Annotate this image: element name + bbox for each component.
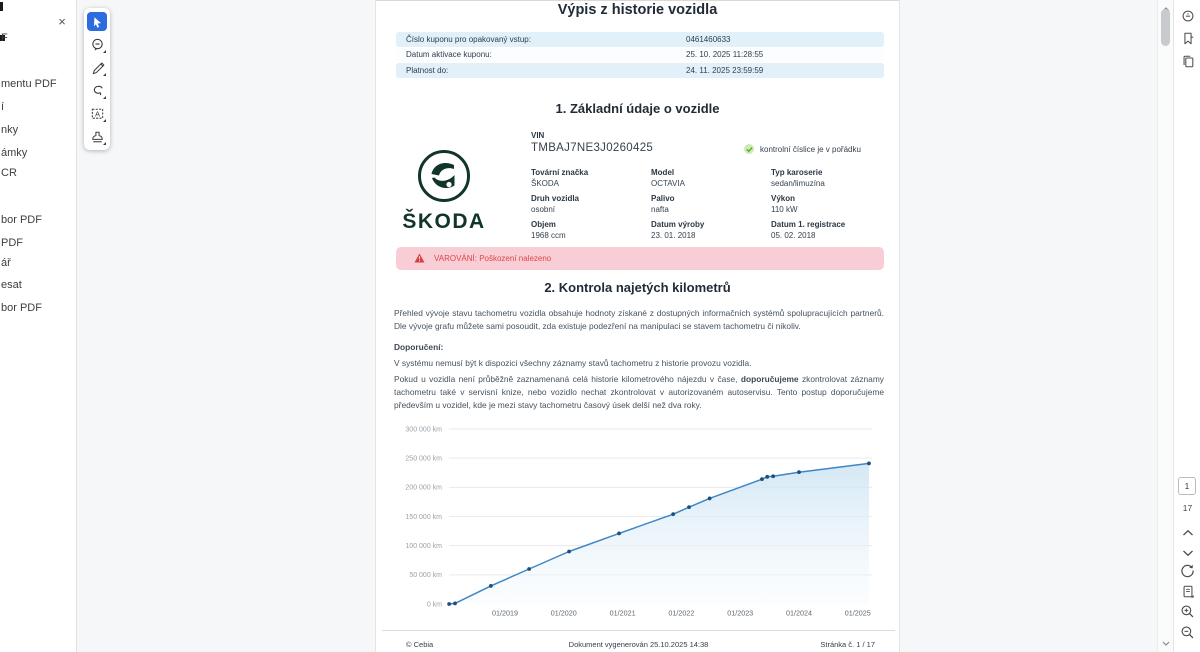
rotate-icon[interactable] [1179, 562, 1196, 579]
coupon-row [396, 48, 884, 63]
scrollbar-thumb[interactable] [1161, 9, 1170, 46]
coupon-row-label: Číslo kuponu pro opakovaný vstup: [406, 34, 531, 44]
vin-check [744, 144, 861, 154]
sidebar-menu-item-label: nky [1, 124, 19, 136]
vehicle-detail-value: 1968 ccm [531, 231, 566, 240]
vehicle-detail-value: 05. 02. 2018 [771, 231, 816, 240]
svg-text:01/2024: 01/2024 [786, 608, 812, 618]
vehicle-detail-label: Tovární značka [531, 168, 589, 177]
bookmark-icon[interactable] [1179, 30, 1196, 47]
warning-text: VAROVÁNÍ: Poškození nalezeno [434, 254, 552, 263]
p3-text: zkontrolovat záznamy tachometru také v servisní knize, nebo vozidlo nechat zkontrolovat v autorizovaném autoservisu. Tento postup doporučujeme především u vozidel, kde je mezi stavy tachometru časový úsek delší než dva roky. [394, 374, 884, 410]
vehicle-detail-label: Druh vozidla [531, 194, 580, 203]
skoda-logo [392, 148, 496, 234]
cursor-icon [90, 15, 104, 29]
svg-text:0 km: 0 km [426, 601, 442, 609]
svg-text:01/2022: 01/2022 [668, 608, 695, 618]
vehicle-detail [651, 220, 771, 241]
vin-check-text: kontrolní číslice je v pořádku [760, 144, 861, 154]
vehicle-detail [531, 194, 651, 215]
sidebar-menu-item[interactable] [1, 147, 27, 159]
vehicle-detail [651, 194, 771, 215]
vin-value: TMBAJ7NE3J0260425 [531, 142, 654, 154]
sidebar-menu-item[interactable] [1, 32, 8, 44]
vehicle-detail-value: sedan/limuzína [771, 179, 825, 188]
p3-bold-text: doporučujeme [740, 374, 799, 384]
vehicle-detail-value: 23. 01. 2018 [651, 231, 696, 240]
vehicle-detail [771, 194, 921, 215]
svg-text:01/2023: 01/2023 [727, 608, 754, 618]
document-canvas [78, 0, 1157, 652]
svg-text:01/2021: 01/2021 [609, 608, 636, 618]
vehicle-detail-label: Objem [531, 220, 556, 229]
vehicle-detail-value: nafta [651, 205, 669, 214]
svg-text:A: A [94, 109, 100, 119]
check-icon [744, 144, 754, 154]
vehicle-detail [531, 168, 651, 189]
section2-heading: 2. Kontrola najetých kilometrů [544, 280, 731, 295]
pdf-page [375, 0, 900, 652]
page-number-input[interactable] [1178, 477, 1196, 495]
tool-options-marker [103, 119, 106, 122]
select-tool-button[interactable] [87, 12, 107, 31]
vehicle-detail-label: Palivo [651, 194, 675, 203]
mileage-chart [398, 422, 880, 618]
vehicle-detail-label: Výkon [771, 194, 796, 203]
tool-options-marker [103, 50, 106, 53]
mileage-note-paragraph: V systému nemusí být k dispozici všechny záznamy stavů tachometru z historie provozu vozidla. [394, 358, 752, 368]
coupon-table [396, 32, 884, 79]
footer-page-number: Stránka č. 1 / 17 [820, 640, 875, 649]
sidebar-menu-item-label: F [1, 32, 8, 44]
sidebar-menu-item[interactable] [1, 237, 23, 249]
sidebar-menu-item-label: í [1, 101, 5, 113]
skoda-emblem-icon [416, 191, 472, 208]
svg-text:100 000 km: 100 000 km [405, 543, 442, 551]
left-sidebar [0, 0, 77, 652]
vehicle-detail-label: Datum výroby [651, 220, 705, 229]
right-toolbar [1173, 0, 1200, 652]
total-pages-label: 17 [1182, 503, 1193, 513]
p3-text: Pokud u vozidla není průběžně zaznamenaná celá historie kilometrového nájezdu v čase, [394, 374, 741, 384]
mileage-intro-paragraph: Přehled vývoje stavu tachometru vozidla obsahuje hodnoty získané z dostupných informačních systémů spolupracujících partnerů. Dle vývoje grafu můžete sami posoudit, zda existuje podezření na manipulaci se stavem tachometru či nikoliv. [394, 308, 884, 331]
sidebar-menu-item-label: bor PDF [1, 302, 42, 314]
clipped-ui-fragment [0, 2, 3, 11]
copy-pages-icon[interactable] [1179, 53, 1196, 70]
svg-text:250 000 km: 250 000 km [405, 455, 442, 463]
vehicle-detail-label: Typ karoserie [771, 168, 823, 177]
sidebar-menu-item[interactable] [1, 214, 42, 226]
coupon-row-value: 24. 11. 2025 23:59:59 [686, 65, 764, 75]
sidebar-menu-item-label: PDF [1, 237, 23, 249]
zoom-in-icon[interactable] [1179, 603, 1196, 620]
vehicle-detail-value: OCTAVIA [651, 179, 685, 188]
footer-generated: Dokument vygenerován 25.10.2025 14:38 [568, 640, 709, 649]
close-sidebar-button[interactable]: × [54, 14, 70, 30]
coupon-row-value: 25. 10. 2025 11:28:55 [686, 50, 764, 60]
sidebar-menu-item-label: mentu PDF [1, 78, 57, 90]
skoda-wordmark: ŠKODA [402, 210, 486, 233]
vehicle-details-grid [531, 168, 891, 241]
tool-options-marker [103, 73, 106, 76]
sidebar-menu-item[interactable] [1, 101, 4, 113]
stamp-tool-button[interactable] [87, 127, 107, 146]
footer-copyright: © Cebia [406, 640, 434, 649]
lasso-tool-button[interactable] [87, 81, 107, 100]
sidebar-menu-item-label: bor PDF [1, 214, 42, 226]
vin-block [531, 131, 653, 154]
vehicle-detail-value: 110 kW [771, 205, 798, 214]
vertical-scrollbar[interactable] [1157, 0, 1173, 652]
svg-text:300 000 km: 300 000 km [405, 426, 442, 434]
vehicle-detail-label: Datum 1. registrace [771, 220, 846, 229]
section1-heading: 1. Základní údaje o vozidle [555, 101, 720, 116]
svg-text:01/2025: 01/2025 [844, 608, 871, 618]
warning-triangle-icon [414, 250, 425, 268]
vin-label: VIN [531, 131, 545, 140]
sidebar-menu-item[interactable] [1, 257, 11, 269]
pen-tool-button[interactable] [87, 58, 107, 77]
coupon-row-value: 0461460633 [686, 34, 731, 44]
vehicle-detail-value: osobní [531, 205, 556, 214]
text-box-tool-button[interactable] [87, 104, 107, 123]
vehicle-detail [771, 220, 921, 241]
chevron-up-icon[interactable] [1179, 524, 1196, 541]
coupon-row [396, 63, 884, 78]
scroll-down-arrow[interactable] [1162, 634, 1170, 652]
coupon-row-label: Platnost do: [406, 65, 449, 75]
sidebar-menu-item[interactable] [1, 167, 17, 179]
svg-text:01/2020: 01/2020 [550, 608, 577, 618]
svg-text:50 000 km: 50 000 km [409, 572, 442, 580]
svg-text:01/2019: 01/2019 [492, 608, 518, 618]
sidebar-menu-item[interactable] [1, 124, 18, 136]
tool-options-marker [103, 142, 106, 145]
chevron-down-icon[interactable] [1179, 544, 1196, 561]
vehicle-detail [531, 220, 651, 241]
svg-text:150 000 km: 150 000 km [405, 513, 442, 521]
sidebar-menu-item[interactable] [1, 78, 57, 90]
feedback-icon[interactable] [1179, 7, 1196, 24]
mileage-recommendation-paragraph [394, 373, 884, 412]
comment-tool-button[interactable] [87, 35, 107, 54]
svg-text:200 000 km: 200 000 km [405, 484, 442, 492]
damage-warning-banner [396, 247, 884, 270]
vehicle-detail [651, 168, 771, 189]
annotation-toolbar [84, 8, 110, 150]
coupon-row-label: Datum aktivace kuponu: [406, 50, 492, 60]
sidebar-menu-item-label: CR [1, 167, 17, 179]
sidebar-menu-item[interactable] [1, 279, 22, 291]
zoom-out-icon[interactable] [1179, 624, 1196, 641]
sidebar-menu-item-label: ámky [1, 147, 28, 159]
recommendation-label: Doporučení: [394, 342, 444, 352]
sidebar-menu-item-label: esat [1, 279, 22, 291]
sidebar-menu-item[interactable] [1, 302, 42, 314]
page-properties-icon[interactable] [1179, 583, 1196, 600]
page-footer [382, 630, 895, 651]
tool-options-marker [103, 96, 106, 99]
vehicle-detail-value: ŠKODA [531, 179, 560, 188]
document-title: Výpis z historie vozidla [557, 2, 718, 18]
coupon-row [396, 32, 884, 47]
vehicle-detail-label: Model [651, 168, 675, 177]
sidebar-menu-item-label: ář [1, 257, 11, 269]
vehicle-detail [771, 168, 921, 189]
